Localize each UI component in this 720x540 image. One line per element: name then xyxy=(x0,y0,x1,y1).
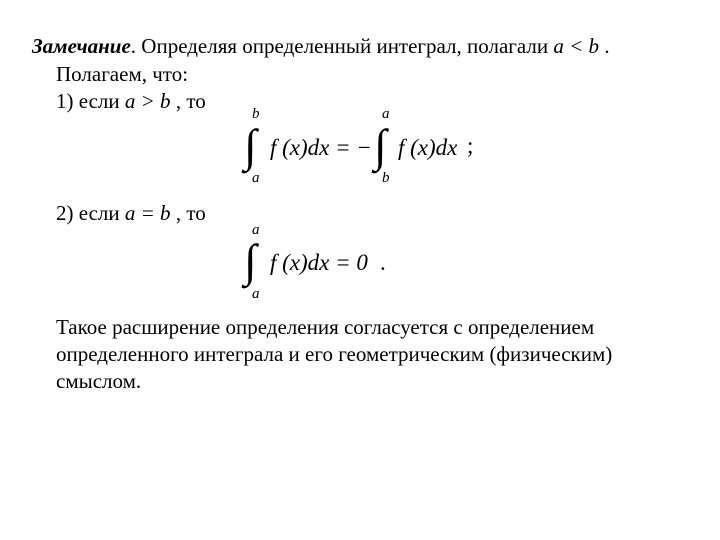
case2-condition: a = b xyxy=(124,201,171,225)
case2-text xyxy=(56,201,206,225)
conclusion-line-1: Такое расширение определения согласуется с определением xyxy=(56,315,595,339)
remark-text: Определяя определенный интеграл, полагали xyxy=(136,34,554,58)
case1-text xyxy=(56,89,206,113)
case2-end: . xyxy=(380,250,386,275)
case1-condition: a > b xyxy=(124,89,171,113)
case1-int2-upper: a xyxy=(382,106,390,122)
conclusion-line-2: определенного интеграла и его геометрическим (физическим) xyxy=(56,342,613,366)
remark-line-1 xyxy=(32,34,610,58)
case2-upper: a xyxy=(252,222,260,238)
integral-sign-icon: ∫ xyxy=(244,235,257,286)
remark-label: Замечание xyxy=(32,34,131,58)
case1-prefix: 1) если xyxy=(56,89,125,113)
integral-sign-icon: ∫ xyxy=(374,120,387,171)
case2-prefix: 2) если xyxy=(56,201,125,225)
integral-sign-icon: ∫ xyxy=(244,120,257,171)
remark-label-end: . xyxy=(130,34,137,58)
case1-suffix: , то xyxy=(170,89,206,113)
case1-int2-lower: b xyxy=(382,170,390,186)
case2-body: f (x)dx = 0 xyxy=(270,250,368,275)
case1-int2-body: f (x)dx xyxy=(398,135,458,160)
conclusion-line-3: смыслом. xyxy=(56,369,142,393)
case1-int1-body: f (x)dx = − xyxy=(270,135,372,160)
case2-lower: a xyxy=(252,286,260,302)
case2-suffix: , то xyxy=(170,201,206,225)
remark-end: . xyxy=(599,34,610,58)
case1-int1-lower: a xyxy=(252,170,260,186)
remark-line-2: Полагаем, что: xyxy=(56,62,189,86)
case1-end: ; xyxy=(467,133,474,158)
remark-condition: a < b xyxy=(553,34,600,58)
case1-int1-upper: b xyxy=(252,106,260,122)
